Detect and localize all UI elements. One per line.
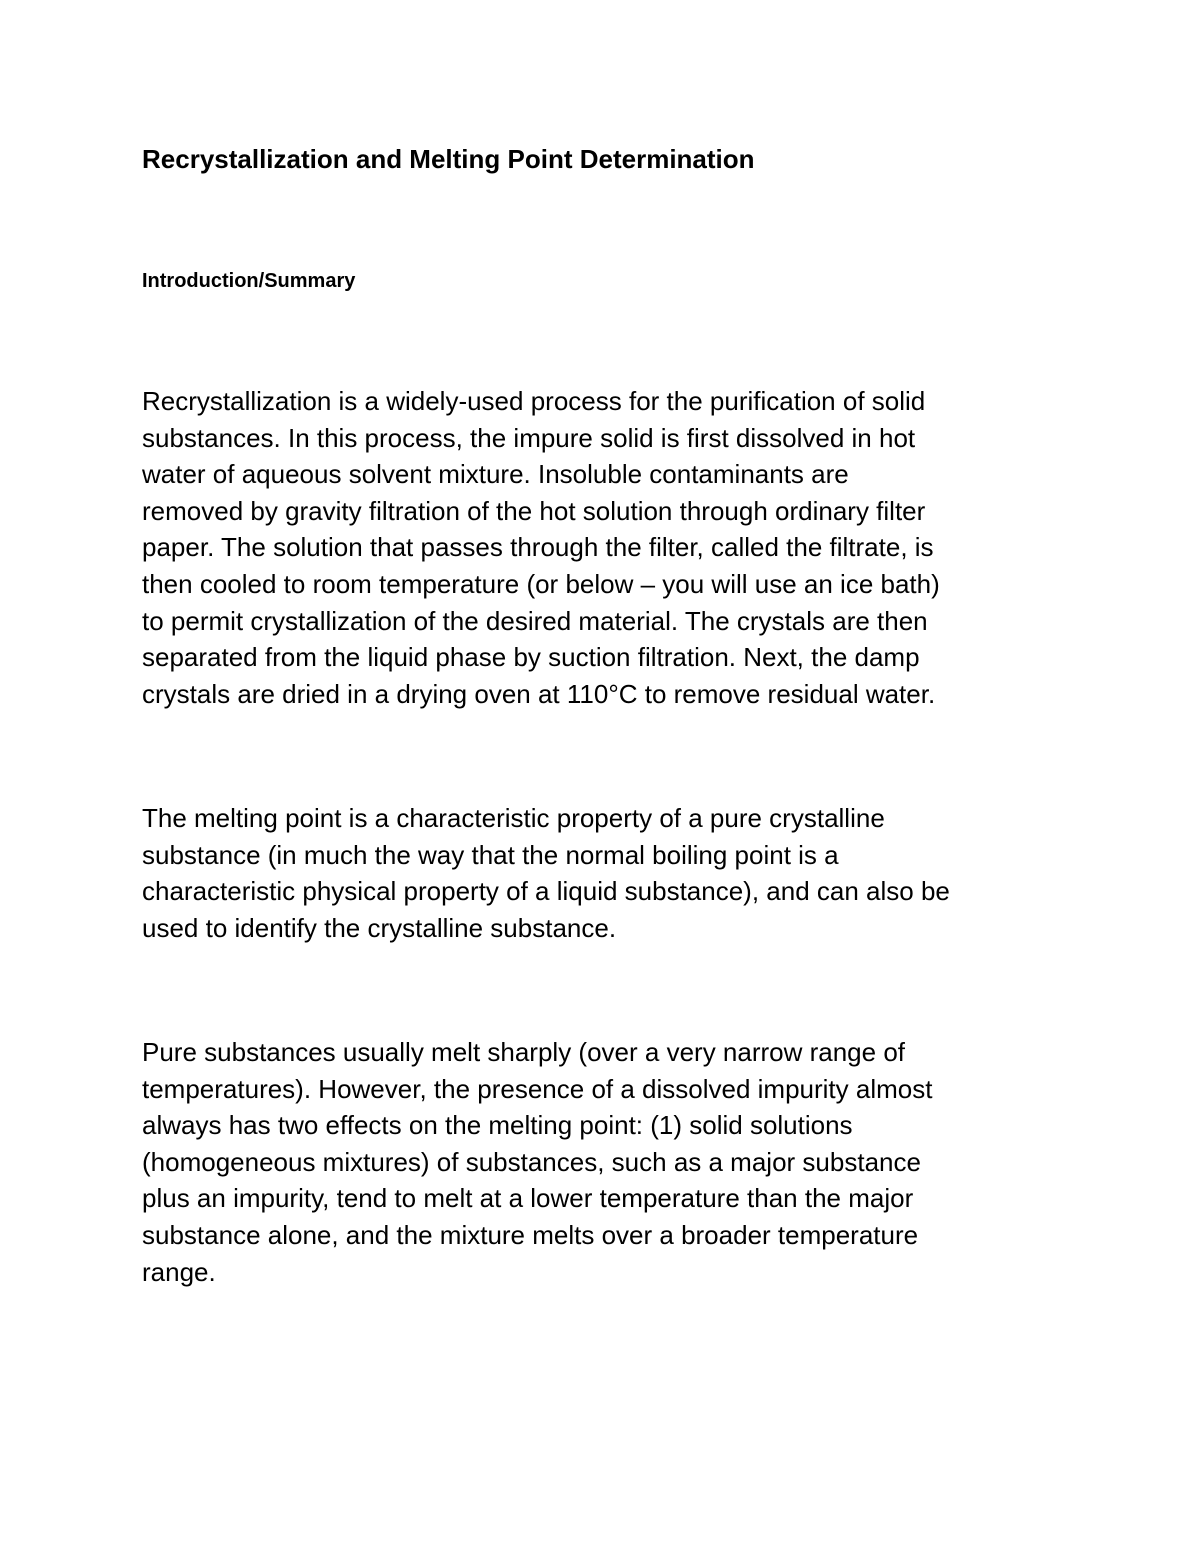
paragraph-impurities (142, 1034, 1072, 1290)
section-heading: Introduction/Summary (142, 270, 356, 292)
paragraph-melting-point (142, 800, 1072, 946)
paragraph-line: characteristic physical property of a liquid substance), and can also be (142, 876, 950, 907)
paragraph-line: separated from the liquid phase by suction filtration. Next, the damp (142, 642, 920, 673)
paragraph-line: removed by gravity filtration of the hot solution through ordinary filter (142, 495, 926, 526)
paragraph-line: The melting point is a characteristic property of a pure crystalline (142, 803, 885, 833)
paragraph-line: paper. The solution that passes through the filter, called the filtrate, is (142, 532, 934, 563)
paragraph-line: always has two effects on the melting point: (1) solid solutions (142, 1110, 853, 1141)
document-title: Recrystallization and Melting Point Determination (142, 144, 755, 174)
paragraph-line: Pure substances usually melt sharply (over a very narrow range of (142, 1037, 906, 1067)
paragraph-line: range. (142, 1256, 216, 1287)
paragraph-line: substance alone, and the mixture melts over a broader temperature (142, 1219, 919, 1250)
paragraph-line: (homogeneous mixtures) of substances, such as a major substance (142, 1146, 921, 1177)
paragraph-line: then cooled to room temperature (or below – you will use an ice bath) (142, 568, 940, 599)
paragraph-line: substance (in much the way that the normal boiling point is a (142, 839, 839, 870)
paragraph-line: crystals are dried in a drying oven at 110°C to remove residual water. (142, 678, 936, 709)
paragraph-line: Recrystallization is a widely-used process for the purification of solid (142, 386, 926, 416)
paragraph-recrystallization (142, 383, 1072, 712)
paragraph-line: used to identify the crystalline substance. (142, 912, 617, 943)
paragraph-line: water of aqueous solvent mixture. Insoluble contaminants are (142, 459, 849, 490)
paragraph-line: plus an impurity, tend to melt at a lower temperature than the major (142, 1183, 914, 1214)
paragraph-line: substances. In this process, the impure solid is first dissolved in hot (142, 422, 916, 453)
paragraph-line: to permit crystallization of the desired material. The crystals are then (142, 605, 928, 636)
paragraph-line: temperatures). However, the presence of a dissolved impurity almost (142, 1073, 933, 1104)
